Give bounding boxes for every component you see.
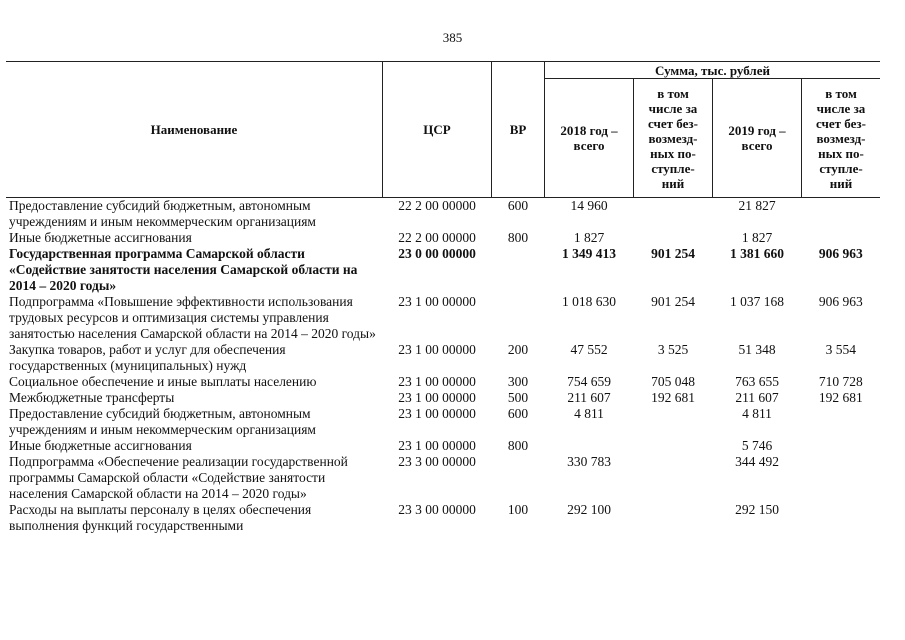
header-incl2-line: числе за	[816, 100, 866, 116]
row-2019-gratuitous: 710 728	[818, 374, 863, 389]
table-row	[6, 342, 880, 374]
row-2019-total: 211 607	[735, 390, 779, 405]
header-incl1-line: ний	[661, 175, 685, 191]
header-incl2-line: счет без-	[816, 115, 866, 131]
row-2019-total: 763 655	[735, 374, 779, 389]
row-2018-total: 211 607	[567, 390, 611, 405]
header-incl1-line: возмезд-	[648, 130, 698, 146]
row-2018-gratuitous	[634, 230, 713, 246]
header-2018-line1: 2018 год –	[560, 123, 618, 138]
row-name: Иные бюджетные ассигнования	[9, 438, 192, 453]
row-2018-total: 1 349 413	[562, 246, 616, 261]
row-2019-gratuitous: 906 963	[818, 246, 863, 261]
row-name: Предоставление субсидий бюджетным, автономным учреждениям и иным некоммерческим организациям	[9, 406, 316, 437]
row-csr: 23 1 00 00000	[398, 438, 476, 453]
table-body	[6, 198, 880, 535]
row-2019-gratuitous: 3 554	[825, 342, 856, 357]
row-2018-total: 47 552	[570, 342, 608, 357]
row-name: Государственная программа Самарской области «Содействие занятости населения Самарской области на 2014 – 2020 годы»	[9, 246, 358, 293]
row-name: Межбюджетные трансферты	[9, 390, 175, 405]
row-2019-gratuitous	[802, 438, 881, 454]
row-2019-gratuitous	[802, 198, 881, 231]
header-name: Наименование	[6, 62, 383, 198]
row-vr: 600	[507, 198, 529, 213]
row-name: Иные бюджетные ассигнования	[9, 230, 192, 245]
row-2019-gratuitous	[802, 502, 881, 534]
table-row	[6, 438, 880, 454]
row-2019-total: 5 746	[741, 438, 773, 453]
row-2018-total: 1 827	[573, 230, 605, 245]
header-incl2-line: ний	[829, 175, 853, 191]
table-row	[6, 294, 880, 342]
row-2019-total: 1 827	[741, 230, 773, 245]
header-2018-gratuitous	[634, 79, 713, 198]
row-csr: 23 3 00 00000	[398, 454, 476, 469]
row-2019-gratuitous	[802, 406, 881, 438]
table-row	[6, 406, 880, 438]
row-csr: 23 1 00 00000	[398, 294, 476, 309]
table-row	[6, 390, 880, 406]
row-csr: 23 1 00 00000	[398, 374, 476, 389]
row-name: Подпрограмма «Обеспечение реализации государственной программы Самарской области «Содействие занятости населения Самарской области на 2014 – 2020 годы»	[9, 454, 348, 501]
row-2019-total: 51 348	[738, 342, 776, 357]
row-vr	[492, 246, 545, 294]
row-2018-total: 754 659	[567, 374, 611, 389]
row-2018-gratuitous	[634, 502, 713, 534]
header-incl1-line: счет без-	[648, 115, 698, 131]
header-incl1-line: ступле-	[651, 160, 695, 176]
header-2019-line1: 2019 год –	[728, 123, 786, 138]
row-vr	[492, 294, 545, 342]
row-name: Расходы на выплаты персоналу в целях обеспечения выполнения функций государственными	[9, 502, 312, 533]
row-2018-total: 1 018 630	[562, 294, 616, 309]
row-vr: 300	[507, 374, 529, 389]
page-number: 385	[442, 30, 463, 45]
row-2018-gratuitous	[634, 454, 713, 502]
row-vr	[492, 454, 545, 502]
budget-table	[6, 61, 880, 534]
header-2019-total	[713, 79, 802, 198]
row-csr: 23 1 00 00000	[398, 390, 476, 405]
row-vr: 100	[507, 502, 529, 517]
row-2019-gratuitous	[802, 454, 881, 502]
row-csr: 23 3 00 00000	[398, 502, 476, 517]
row-2018-gratuitous	[634, 198, 713, 231]
row-csr: 23 0 00 00000	[398, 246, 476, 261]
row-2018-gratuitous: 901 254	[651, 246, 695, 261]
row-2019-total: 344 492	[735, 454, 779, 469]
header-2019-line2: всего	[741, 138, 773, 153]
table-row	[6, 454, 880, 502]
row-name: Социальное обеспечение и иные выплаты населению	[9, 374, 317, 389]
header-vr: ВР	[492, 62, 545, 198]
row-2018-total: 330 783	[567, 454, 611, 469]
row-2018-total	[545, 438, 634, 454]
row-vr: 600	[507, 406, 529, 421]
row-2019-gratuitous	[802, 230, 881, 246]
row-2019-total: 292 150	[735, 502, 779, 517]
row-vr: 200	[507, 342, 529, 357]
row-2018-total: 4 811	[574, 406, 604, 421]
header-csr: ЦСР	[383, 62, 492, 198]
row-2019-gratuitous: 906 963	[818, 294, 863, 309]
header-incl1-line: ных по-	[650, 145, 696, 161]
header-2019-gratuitous	[802, 79, 881, 198]
row-2018-gratuitous	[634, 438, 713, 454]
header-incl2-line: в том	[825, 85, 857, 101]
header-sum-title: Сумма, тыс. рублей	[545, 62, 881, 79]
header-incl2-line: ных по-	[818, 145, 864, 161]
table-row	[6, 502, 880, 534]
header-2018-line2: всего	[573, 138, 605, 153]
row-2018-gratuitous: 3 525	[657, 342, 689, 357]
header-incl1-line: числе за	[648, 100, 698, 116]
table-row	[6, 246, 880, 294]
row-name: Подпрограмма «Повышение эффективности использования трудовых ресурсов и оптимизация системы управления занятостью населения Самарской области на 2014 – 2020 годы»	[9, 294, 376, 341]
row-2018-gratuitous: 192 681	[651, 390, 695, 405]
row-2018-total: 292 100	[567, 502, 611, 517]
row-2018-gratuitous: 705 048	[651, 374, 695, 389]
row-2019-total: 21 827	[738, 198, 776, 213]
row-name: Закупка товаров, работ и услуг для обеспечения государственных (муниципальных) нужд	[9, 342, 286, 373]
row-csr: 23 1 00 00000	[398, 406, 476, 421]
row-2019-total: 1 381 660	[730, 246, 784, 261]
row-2019-total: 4 811	[742, 406, 772, 421]
row-2019-gratuitous: 192 681	[818, 390, 863, 405]
header-2018-total	[545, 79, 634, 198]
row-csr: 22 2 00 00000	[398, 198, 476, 213]
row-name: Предоставление субсидий бюджетным, автономным учреждениям и иным некоммерческим организациям	[9, 198, 316, 229]
table-row	[6, 374, 880, 390]
header-incl2-line: ступле-	[819, 160, 863, 176]
header-incl2-line: возмезд-	[816, 130, 866, 146]
row-2018-gratuitous	[634, 406, 713, 438]
row-vr: 800	[507, 438, 529, 453]
row-vr: 500	[507, 390, 529, 405]
row-2019-total: 1 037 168	[730, 294, 784, 309]
row-csr: 22 2 00 00000	[398, 230, 476, 245]
row-2018-gratuitous: 901 254	[651, 294, 695, 309]
row-2018-total: 14 960	[570, 198, 608, 213]
row-csr: 23 1 00 00000	[398, 342, 476, 357]
table-row	[6, 230, 880, 246]
row-vr: 800	[507, 230, 529, 245]
header-incl1-line: в том	[657, 85, 689, 101]
table-row	[6, 198, 880, 231]
